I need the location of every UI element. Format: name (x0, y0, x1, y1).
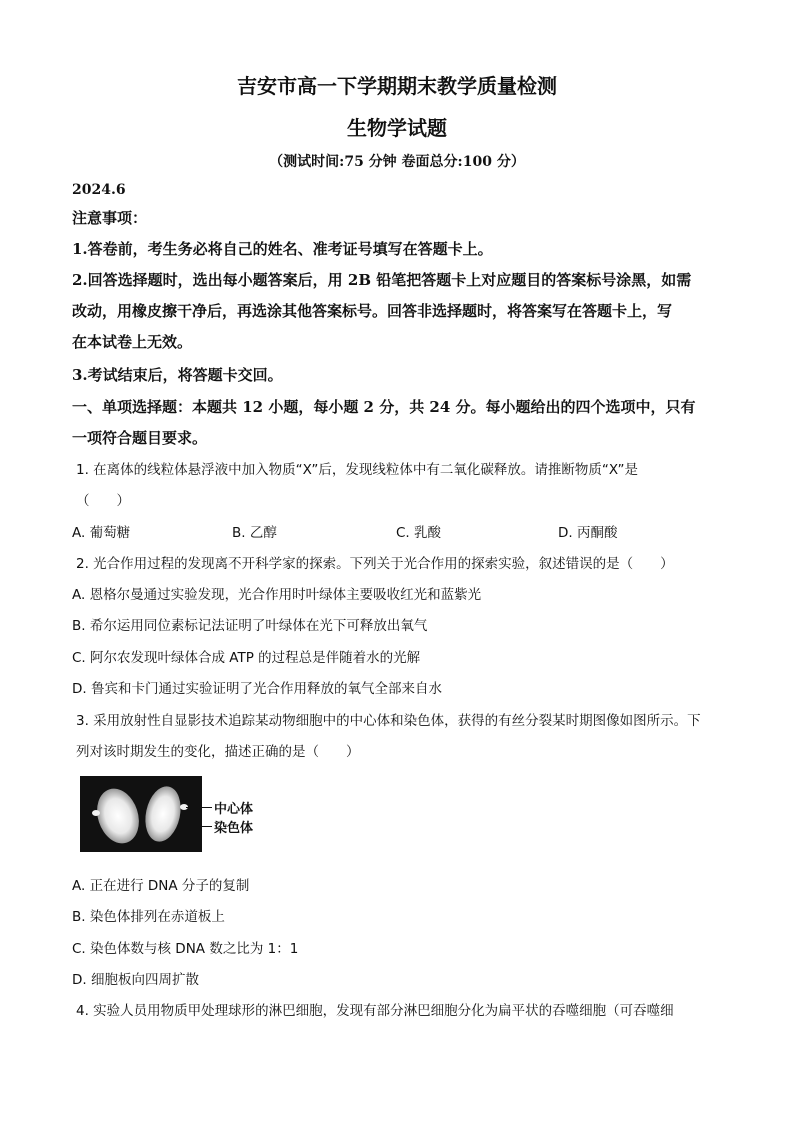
centrosome-pointer (186, 807, 212, 808)
q2-option-a: A. 恩格尔曼通过实验发现，光合作用时叶绿体主要吸收红光和蓝紫光 (72, 587, 482, 603)
notice-heading: 注意事项： (72, 209, 148, 227)
chromosome-pointer (182, 826, 212, 827)
exam-info: （测试时间:75 分钟 卷面总分:100 分） (269, 154, 525, 170)
q1-option-b: B. 乙醇 (232, 525, 277, 541)
figure-label-centrosome: 中心体 (214, 802, 254, 817)
q1-option-c: C. 乳酸 (396, 525, 442, 541)
q1-stem: 1. 在离体的线粒体悬浮液中加入物质“X”后，发现线粒体中有二氧化碳释放。请推断物质“X”是 (76, 462, 639, 478)
q2-option-b: B. 希尔运用同位素标记法证明了叶绿体在光下可释放出氧气 (72, 618, 428, 634)
notice-item-2: 2.回答选择题时，选出每小题答案后，用 2B 铅笔把答题卡上对应题目的答案标号涂黑，如需 (72, 271, 692, 289)
section1-heading: 一、单项选择题：本题共 12 小题，每小题 2 分，共 24 分。每小题给出的四个选项中，只有 (72, 398, 696, 416)
chromosome-cluster-right (141, 783, 186, 845)
section1-heading-cont: 一项符合题目要求。 (72, 429, 208, 447)
q3-option-d: D. 细胞板向四周扩散 (72, 972, 199, 988)
exam-date: 2024.6 (72, 182, 126, 198)
notice-item-2-cont: 改动，用橡皮擦干净后，再选涂其他答案标号。回答非选择题时，将答案写在答题卡上，写 (72, 302, 673, 320)
q4-stem: 4. 实验人员用物质甲处理球形的淋巴细胞，发现有部分淋巴细胞分化为扁平状的吞噬细胞（可吞噬细 (76, 1003, 674, 1019)
q3-stem-cont: 列对该时期发生的变化，描述正确的是（ ） (76, 744, 360, 760)
q1-option-a: A. 葡萄糖 (72, 525, 131, 541)
q3-option-a: A. 正在进行 DNA 分子的复制 (72, 878, 250, 894)
q2-stem: 2. 光合作用过程的发现离不开科学家的探索。下列关于光合作用的探索实验，叙述错误的是（ ） (76, 556, 674, 572)
centrosome-left (92, 810, 100, 816)
subject-title: 生物学试题 (347, 116, 447, 140)
q3-stem: 3. 采用放射性自显影技术追踪某动物细胞中的中心体和染色体，获得的有丝分裂某时期图像如图所示。下 (76, 713, 701, 729)
q1-option-d: D. 丙酮酸 (558, 525, 618, 541)
mitosis-micrograph (80, 776, 202, 852)
notice-item-1: 1.答卷前，考生务必将自己的姓名、准考证号填写在答题卡上。 (72, 240, 493, 258)
notice-item-3: 3.考试结束后，将答题卡交回。 (72, 366, 283, 384)
q2-option-c: C. 阿尔农发现叶绿体合成 ATP 的过程总是伴随着水的光解 (72, 650, 421, 666)
exam-title: 吉安市高一下学期期末教学质量检测 (237, 74, 557, 98)
figure-label-chromosome: 染色体 (214, 821, 254, 836)
chromosome-cluster-left (90, 783, 145, 849)
q2-option-d: D. 鲁宾和卡门通过实验证明了光合作用释放的氧气全部来自水 (72, 681, 442, 697)
q3-option-c: C. 染色体数与核 DNA 数之比为 1：1 (72, 941, 299, 957)
notice-item-2-end: 在本试卷上无效。 (72, 333, 193, 351)
q3-option-b: B. 染色体排列在赤道板上 (72, 909, 225, 925)
q1-stem-cont: （ ） (76, 493, 130, 509)
